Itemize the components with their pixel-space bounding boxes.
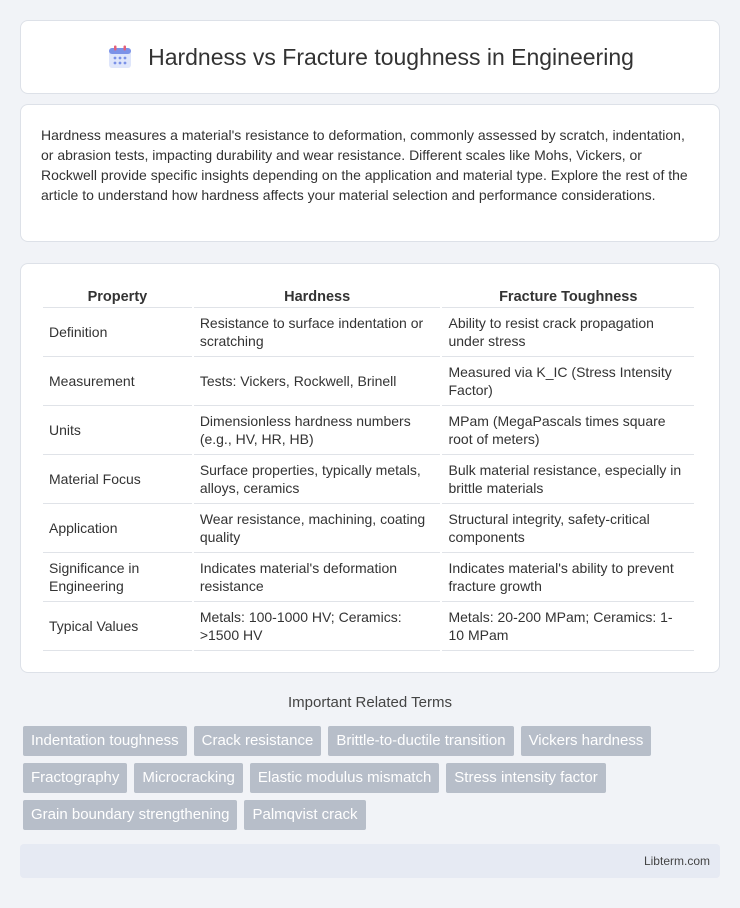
table-row	[43, 455, 694, 504]
row-hardness: Wear resistance, machining, coating quality	[194, 504, 441, 553]
related-term-tag[interactable]: Brittle-to-ductile transition	[328, 726, 513, 756]
related-term-tag[interactable]: Elastic modulus mismatch	[250, 763, 439, 793]
row-hardness: Surface properties, typically metals, alloys, ceramics	[194, 455, 441, 504]
row-property: Typical Values	[43, 602, 192, 651]
row-hardness: Resistance to surface indentation or scratching	[194, 308, 441, 357]
page-title: Hardness vs Fracture toughness in Engineering	[148, 43, 634, 70]
table-header-row	[43, 284, 694, 308]
row-fracture-toughness: Ability to resist crack propagation under stress	[442, 308, 694, 357]
row-hardness: Tests: Vickers, Rockwell, Brinell	[194, 357, 441, 406]
row-hardness: Metals: 100-1000 HV; Ceramics: >1500 HV	[194, 602, 441, 651]
row-fracture-toughness: Bulk material resistance, especially in brittle materials	[442, 455, 694, 504]
header-card	[20, 20, 720, 94]
related-term-tag[interactable]: Indentation toughness	[23, 726, 187, 756]
row-hardness: Indicates material's deformation resistance	[194, 553, 441, 602]
row-property: Definition	[43, 308, 192, 357]
footer-site-link[interactable]: Libterm.com	[643, 854, 710, 868]
table-row	[43, 553, 694, 602]
intro-text: Hardness measures a material's resistance to deformation, commonly assessed by scratch, indentation, or abrasion tests, impacting durability and wear resistance. Different scales like Mohs, Vickers, or Rockwell provide specific insights depending on the application and material type. Explore the rest of the article to understand how hardness affects your material selection and performance considerations.	[41, 127, 688, 203]
row-fracture-toughness: MPam (MegaPascals times square root of meters)	[442, 406, 694, 455]
intro-card	[20, 104, 720, 242]
row-property: Measurement	[43, 357, 192, 406]
related-term-tag[interactable]: Microcracking	[134, 763, 243, 793]
row-property: Material Focus	[43, 455, 192, 504]
row-property: Units	[43, 406, 192, 455]
row-property: Significance in Engineering	[43, 553, 192, 602]
related-term-tag[interactable]: Crack resistance	[194, 726, 322, 756]
column-header-property: Property	[43, 284, 192, 308]
table-row	[43, 357, 694, 406]
row-property: Application	[43, 504, 192, 553]
row-fracture-toughness: Measured via K_IC (Stress Intensity Factor)	[442, 357, 694, 406]
table-row	[43, 504, 694, 553]
calendar-icon	[106, 43, 134, 71]
table-row	[43, 308, 694, 357]
row-fracture-toughness: Indicates material's ability to prevent fracture growth	[442, 553, 694, 602]
related-term-tag[interactable]: Grain boundary strengthening	[23, 800, 237, 830]
related-term-tag[interactable]: Palmqvist crack	[244, 800, 365, 830]
comparison-table	[41, 284, 696, 651]
column-header-fracture-toughness: Fracture Toughness	[442, 284, 694, 308]
related-term-tag[interactable]: Vickers hardness	[521, 726, 652, 756]
row-hardness: Dimensionless hardness numbers (e.g., HV, HR, HB)	[194, 406, 441, 455]
table-row	[43, 602, 694, 651]
row-fracture-toughness: Structural integrity, safety-critical components	[442, 504, 694, 553]
related-terms-list	[23, 726, 723, 830]
footer	[20, 844, 720, 878]
table-row	[43, 406, 694, 455]
related-term-tag[interactable]: Stress intensity factor	[446, 763, 605, 793]
related-terms-title: Important Related Terms	[288, 694, 452, 711]
row-fracture-toughness: Metals: 20-200 MPam; Ceramics: 1-10 MPam	[442, 602, 694, 651]
comparison-table-card	[20, 263, 720, 673]
related-term-tag[interactable]: Fractography	[23, 763, 127, 793]
column-header-hardness: Hardness	[194, 284, 441, 308]
title-wrap	[106, 43, 634, 71]
